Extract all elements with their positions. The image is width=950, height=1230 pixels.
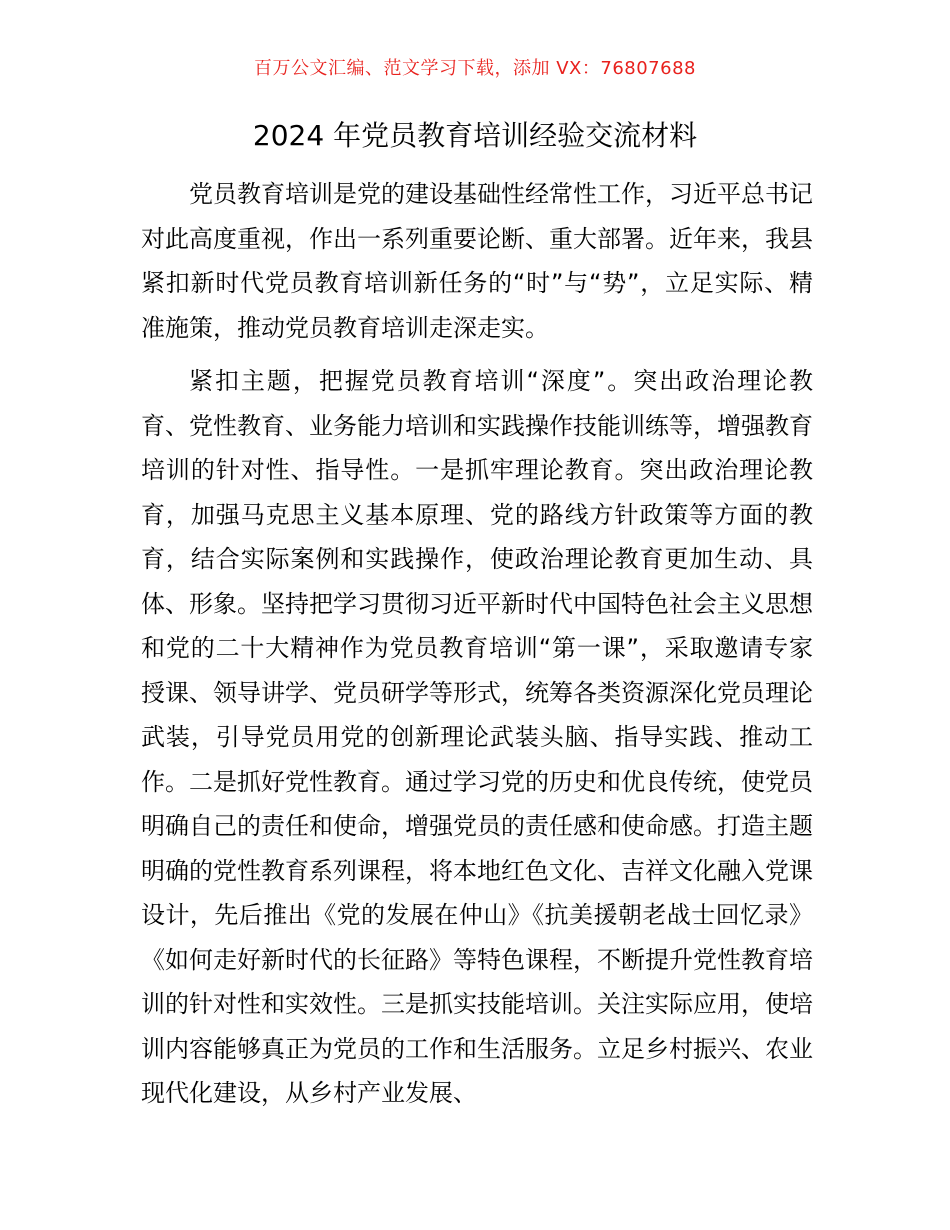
document-body xyxy=(141,172,813,1125)
paragraph-main: 紧扣主题，把握党员教育培训“深度”。突出政治理论教育、党性教育、业务能力培训和实践操作技能训练等，增强教育培训的针对性、指导性。一是抓牢理论教育。突出政治理论教育，加强马克思主义基本原理、党的路线方针政策等方面的教育，结合实际案例和实践操作，使政治理论教育更加生动、具体、形象。坚持把学习贯彻习近平新时代中国特色社会主义思想和党的二十大精神作为党员教育培训“第一课”，采取邀请专家授课、领导讲学、党员研学等形式，统筹各类资源深化党员理论武装，引导党员用党的创新理论武装头脑、指导实践、推动工作。二是抓好党性教育。通过学习党的历史和优良传统，使党员明确自己的责任和使命，增强党员的责任感和使命感。打造主题明确的党性教育系列课程，将本地红色文化、吉祥文化融入党课设计，先后推出《党的发展在仲山》《抗美援朝老战士回忆录》《如何走好新时代的长征路》等特色课程，不断提升党性教育培训的针对性和实效性。三是抓实技能培训。关注实际应用，使培训内容能够真正为党员的工作和生活服务。立足乡村振兴、农业现代化建设，从乡村产业发展、 xyxy=(141,367,813,1107)
document-title: 2024 年党员教育培训经验交流材料 xyxy=(252,119,698,152)
paragraph-intro: 党员教育培训是党的建设基础性经常性工作，习近平总书记对此高度重视，作出一系列重要论断、重大部署。近年来，我县紧扣新时代党员教育培训新任务的“时”与“势”，立足实际、精准施策，推动党员教育培训走深走实。 xyxy=(141,180,813,342)
header-watermark-note: 百万公文汇编、范文学习下载，添加 VX：76807688 xyxy=(254,58,696,79)
